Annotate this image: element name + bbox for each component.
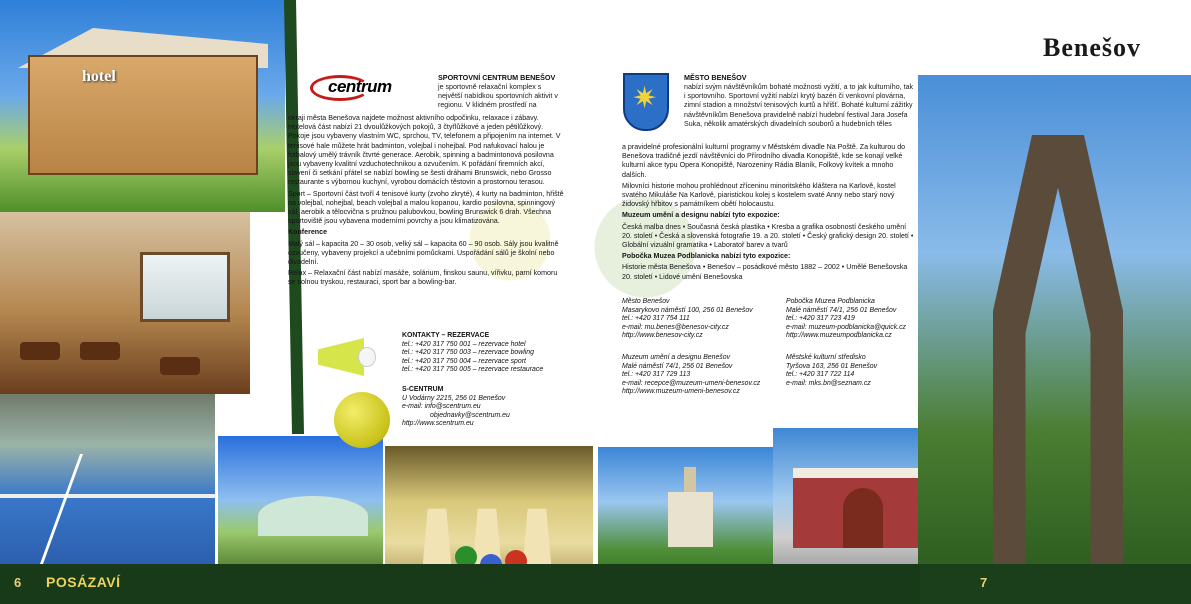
website-link[interactable]: http://www.muzeum-umeni-benesov.cz	[622, 388, 740, 396]
city-heading: Benešov	[1043, 33, 1141, 62]
gothic-arch	[993, 135, 1123, 575]
wooden-gate	[843, 488, 883, 548]
body-paragraph: Sport – Sportovní část tvoří 4 tenisové kurty (zvoho zkryté), 4 kurty na badminton, hřiště na volejbal, nohejbal, beach volejbal a malou kopanou, kardio posilovna, spinningový sál, aerobik a tělocvična s pružnou palubovkou, bowling Brunswick 6 drah. Všechna sportoviště jsou vybavena moderními povrchy a jsou klimatizována.	[288, 189, 564, 226]
inflatable-hall	[258, 496, 368, 536]
star-icon: ✷	[632, 82, 658, 115]
court-line	[40, 454, 83, 564]
hotel-building	[28, 55, 258, 175]
contact-line: Tyršova 163, 256 01 Benešov	[786, 362, 878, 370]
contact-line: Malé náměstí 74/1, 256 01 Benešov	[786, 306, 897, 314]
footer-bar	[0, 564, 1191, 604]
address-line: objednavky@scentrum.eu	[430, 411, 510, 419]
city-intro: nabízí svým návštěvníkům bohaté možnosti vyžití, a to jak kulturního, tak i sportovního. Sportovní vyžití nabízí krytý bazén či venkovní plovárna, zimní stadion a množství tenisových kurtů a hřišť. Bohaté kulturní zážitky návštěvníkům Benešova pravidelně nabízí hudební festival Jara Josefa Suka, několik amatérských divadelních souborů a hudebních těles	[684, 83, 914, 128]
contact-name: Muzeum umění a designu Benešov	[622, 354, 731, 361]
sport-centre-title: SPORTOVNÍ CENTRUM BENEŠOV	[438, 73, 556, 82]
museum-title: Muzeum umění a designu nabízí tyto expozice:	[622, 211, 780, 220]
church-building	[668, 492, 713, 547]
body-paragraph: Milovníci historie mohou prohlédnout zříceninu minoritského kláštera na Karlově, kostel svatého Mikuláše Na Karlově, piaristickou kolej s kostelem svaté Anny nebo starý nový židovský hřbitov s památníkem obětí holocaustu.	[622, 181, 896, 209]
contact-line: tel.: +420 317 729 113	[622, 371, 691, 379]
restaurant-table	[20, 342, 60, 360]
hotel-photo	[0, 0, 285, 212]
tennis-ball-icon	[334, 392, 390, 448]
city-body	[622, 143, 914, 284]
contact-card	[786, 298, 916, 341]
contact-line: tel.: +420 317 723 419	[786, 315, 855, 323]
centrum-address	[402, 386, 572, 429]
benesov-crest	[623, 73, 669, 131]
reservation-contacts	[402, 332, 572, 375]
contact-line: e-mail: mks.bn@seznam.cz	[786, 379, 871, 387]
logo-wordmark: centrum	[328, 77, 392, 96]
contact-line: tel.: +420 317 722 114	[786, 371, 855, 379]
conference-title: Konference	[288, 228, 328, 237]
website-link[interactable]: http://www.scentrum.eu	[402, 420, 474, 428]
contact-line: tel.: +420 317 750 001 – rezervace hotel	[402, 340, 526, 348]
body-paragraph: a pravidelné profesionální kulturní programy v Městském divadle Na Poště. Za kulturou do Benešova tradičně jezdí návštěvníci do Přírodního divadla Konopiště, kde se konají velké kulturní akce typu Opera Konopiště, Narozeniny Rádia Blaník, Folkový kvítek a mnoho dalších.	[622, 143, 906, 179]
sport-hall-photo	[218, 436, 383, 564]
contact-name: Pobočka Muzea Podblanicka	[786, 298, 875, 305]
contact-name: Město Benešov	[622, 298, 670, 305]
city-block-title: MĚSTO BENEŠOV	[684, 73, 747, 82]
contact-line: e-mail: muzeum-podblanicka@quick.cz	[786, 323, 906, 331]
contact-line: tel.: +420 317 754 111	[622, 315, 690, 323]
hotel-sign: hotel	[82, 68, 116, 85]
restaurant-table	[160, 357, 200, 375]
contact-card	[622, 298, 772, 341]
page-number-left: 6	[14, 575, 22, 590]
centrum-logo	[310, 73, 430, 103]
podblanicka-text: Historie města Benešova • Benešov – posádkové město 1882 – 2002 • Umělé Benešovska 20. století • Lidové umění Benešovska	[622, 263, 908, 281]
page-number-right: 7	[980, 575, 988, 590]
museum-text: Česká malba dnes • Současná česká plastika • Kresba a grafika osobností českého umění 20. století • Česká a slovenská fotografie 19. a 20. století • Český grafický design 20. století • Globální vizuální gramatika • Laboratoř barev a tvarů	[622, 222, 914, 250]
contact-card	[786, 354, 916, 388]
contacts-title: KONTAKTY – REZERVACE	[402, 332, 490, 339]
restaurant-table	[80, 342, 120, 360]
body-paragraph: okraji města Benešova najdete možnost aktivního odpočinku, relaxace i zábavy. Hotelová část nabízí 21 dvoulůžkových pokojů, 3 čtyřlůžkové a jeden pětilůžkový. Pokoje jsou vybaveny vlastním WC, sprchou, TV, telefonem a připojením na internet. V tenisové hale můžete hrát badminton, volejbal i nohejbal. Pod nafukovací halou je fotbalový umělý trávník čtvrté generace. Aerobik, spinning a badmintonová posilovna jsou vybaveny kvalitní vzduchotechnikou a ozvučením. K pořádání firemních akcí, slavení či setkání přátel se nabízí bowling se šesti dráhami Brunswick, nebo Grosso restaurante s výbornou kuchyní, vyrobou domácích těstovin a prostornou terasou.	[288, 114, 561, 187]
contact-card	[622, 354, 782, 397]
contact-line: tel.: +420 317 750 005 – rezervace restaurace	[402, 366, 544, 374]
contact-line: tel.: +420 317 750 003 – rezervace bowling	[402, 349, 534, 357]
contact-line: Masarykovo náměstí 100, 256 01 Benešov	[622, 306, 753, 314]
contact-line: e-mail: mu.benes@benesov-city.cz	[622, 323, 729, 331]
region-brand: POSÁZAVÍ	[46, 574, 121, 590]
contact-name: Městské kulturní středisko	[786, 354, 866, 361]
website-link[interactable]: http://www.benesov-city.cz	[622, 332, 703, 340]
sport-centre-intro: je sportovně relaxační komplex s největší nabídkou sportovních aktivit v regionu. V klidném prostředí na	[438, 83, 558, 110]
restaurant-window	[140, 252, 230, 322]
website-link[interactable]: http://www.muzeumpodblanicka.cz	[786, 332, 892, 340]
address-title: S-CENTRUM	[402, 386, 444, 393]
shuttlecock-icon	[318, 338, 378, 388]
sport-centre-body	[288, 114, 566, 290]
podblanicka-title: Pobočka Muzea Podblanicka nabízí tyto expozice:	[622, 252, 791, 261]
relax-text: Relax – Relaxační část nabízí masáže, solárium, finskou saunu, vířivku, parní komoru se solnou tryskou, restauraci, sport bar a bowling-bar.	[288, 269, 558, 287]
contact-line: tel.: +420 317 750 004 – rezervace sport	[402, 357, 526, 365]
monastery-ruin-photo	[918, 75, 1191, 584]
address-line: e-mail: info@scentrum.eu	[402, 403, 481, 411]
restaurant-photo	[0, 212, 250, 394]
conference-text: Malý sál – kapacita 20 – 30 osob, velký sál – kapacita 60 – 90 osob. Sály jsou kvalitně ozvučeny, vybaveny projekcí a učebními pomůckami. Uspořádání sálů je školní nebo divadelní.	[288, 239, 559, 267]
tennis-hall-photo	[0, 394, 215, 564]
address-line: U Vodárny 2215, 256 01 Benešov	[402, 394, 506, 402]
contact-line: Malé náměstí 74/1, 256 01 Benešov	[622, 362, 733, 370]
tennis-net	[0, 494, 215, 498]
contact-line: e-mail: recepce@muzeum-umeni-benesov.cz	[622, 379, 761, 387]
